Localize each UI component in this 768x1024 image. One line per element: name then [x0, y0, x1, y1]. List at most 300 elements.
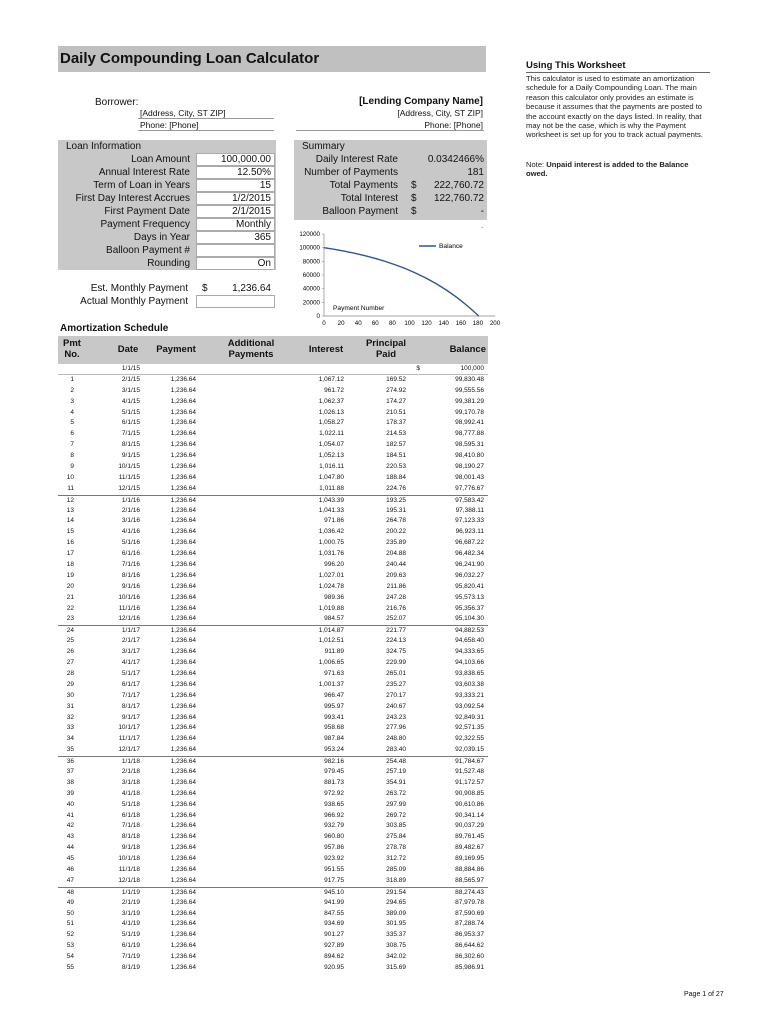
cell-num: 1 — [70, 375, 74, 383]
cell-date: 12/1/16 — [118, 615, 140, 623]
page-number: Page 1 of 27 — [684, 991, 724, 998]
cell-principal: 240.44 — [386, 561, 406, 569]
table-row — [58, 484, 488, 495]
table-row — [58, 963, 488, 974]
lender-address[interactable]: [Address, City, ST ZIP] — [397, 108, 483, 118]
table-row — [58, 898, 488, 909]
cell-principal: 216.76 — [386, 604, 406, 612]
cell-interest: 996.20 — [324, 561, 344, 569]
summary-label: Daily Interest Rate — [315, 154, 398, 165]
table-row — [58, 473, 488, 484]
cell-payment: 1,236.64 — [170, 506, 196, 514]
table-row — [58, 909, 488, 920]
cell-principal: 224.76 — [386, 484, 406, 492]
cell-payment: 1,236.64 — [170, 800, 196, 808]
cell-date: 8/1/19 — [121, 963, 140, 971]
cell-principal: 297.99 — [386, 800, 406, 808]
cell-num: 51 — [66, 920, 74, 928]
cell-balance: 89,169.95 — [455, 855, 484, 863]
cell-principal: 285.09 — [386, 865, 406, 873]
cell-principal: 247.28 — [386, 593, 406, 601]
cell-principal: 324.75 — [386, 648, 406, 656]
table-row — [58, 625, 488, 636]
cell-date: 1/1/16 — [121, 496, 140, 504]
cell-num: 19 — [66, 571, 74, 579]
cell-interest: 1,026.13 — [318, 408, 344, 416]
cell-interest: 1,041.33 — [318, 506, 344, 514]
cell-balance: 85,986.91 — [455, 963, 484, 971]
cell-date: 10/1/18 — [118, 855, 140, 863]
x-tick-label: 0 — [322, 320, 326, 327]
cell-num: 23 — [66, 615, 74, 623]
y-tick-label: 40000 — [302, 285, 320, 293]
cell-principal: 195.31 — [386, 506, 406, 514]
cell-interest: 979.45 — [324, 767, 344, 775]
cell-num: 20 — [66, 582, 74, 590]
loan-info-value[interactable]: 365 — [196, 231, 275, 244]
x-tick-label: 60 — [371, 320, 379, 327]
table-row — [58, 506, 488, 517]
cell-interest: 953.24 — [324, 746, 344, 754]
cell-balance: 96,687.22 — [455, 539, 484, 547]
table-row — [58, 527, 488, 538]
cell-balance: 99,555.56 — [455, 386, 484, 394]
table-row — [58, 821, 488, 832]
cell-interest: 1,016.11 — [319, 463, 344, 471]
divider — [138, 130, 274, 131]
cell-date: 7/1/19 — [121, 953, 140, 961]
cell-principal: 209.63 — [386, 571, 406, 579]
cell-balance: 98,777.88 — [455, 430, 484, 438]
cell-principal: 265.01 — [386, 669, 406, 677]
cell-principal: 210.51 — [386, 408, 406, 416]
cell-date: 11/1/17 — [118, 735, 140, 743]
cell-balance: 97,388.11 — [455, 506, 484, 514]
cell-num: 4 — [70, 408, 74, 416]
table-row — [58, 614, 488, 625]
cell-payment: 1,236.64 — [170, 615, 196, 623]
cell-payment: 1,236.64 — [170, 811, 196, 819]
table-row — [58, 418, 488, 429]
borrower-address[interactable]: [Address, City, ST ZIP] — [140, 108, 226, 118]
est-payment-label: Est. Monthly Payment — [90, 283, 188, 294]
cell-principal: 342.02 — [386, 953, 406, 961]
cell-interest: 1,054.07 — [318, 441, 344, 449]
cell-date: 8/1/16 — [121, 571, 140, 579]
table-row — [58, 582, 488, 593]
x-tick-label: 160 — [455, 320, 466, 327]
cell-date: 5/1/16 — [121, 539, 140, 547]
red-marker: . — [481, 221, 484, 230]
cell-balance: 98,410.80 — [455, 452, 484, 460]
cell-payment: 1,236.64 — [170, 473, 196, 481]
cell-payment: 1,236.64 — [170, 963, 196, 971]
cell-payment: 1,236.64 — [170, 637, 196, 645]
cell-payment: 1,236.64 — [170, 888, 196, 896]
cell-interest: 923.92 — [324, 855, 344, 863]
sidebar-title: Using This Worksheet — [526, 60, 626, 71]
cell-balance: 99,170.78 — [455, 408, 484, 416]
cell-balance: 95,104.30 — [455, 615, 484, 623]
cell-date: 11/1/16 — [118, 604, 140, 612]
page-title: Daily Compounding Loan Calculator — [60, 50, 320, 67]
cell-principal: 283.40 — [386, 746, 406, 754]
cell-principal: 277.96 — [386, 724, 406, 732]
header-additional: Additional Payments — [227, 338, 275, 360]
cell-principal: 240.67 — [386, 702, 406, 710]
cell-balance: 89,761.45 — [455, 833, 484, 841]
cell-interest: 993.41 — [324, 713, 344, 721]
summary-value: 122,760.72 — [433, 193, 484, 204]
y-tick-label: 80000 — [302, 258, 320, 266]
cell-payment: 1,236.64 — [170, 833, 196, 841]
cell-date: 10/1/15 — [118, 463, 140, 471]
cell-payment: 1,236.64 — [170, 865, 196, 873]
cell-balance: 90,610.86 — [455, 800, 484, 808]
cell-payment: 1,236.64 — [170, 713, 196, 721]
cell-balance: 94,333.65 — [455, 648, 484, 656]
cell-date: 2/1/15 — [121, 375, 140, 383]
cell-balance: 87,590.69 — [455, 909, 484, 917]
cell-interest: 938.65 — [324, 800, 344, 808]
cell-date: 10/1/16 — [118, 593, 140, 601]
cell-num: 43 — [66, 833, 74, 841]
loan-info-label: Term of Loan in Years — [93, 180, 190, 191]
cell-interest: 1,036.42 — [318, 528, 344, 536]
cell-balance: 95,820.41 — [455, 582, 484, 590]
cell-date: 7/1/18 — [121, 822, 140, 830]
cell-num: 42 — [66, 822, 74, 830]
cell-balance: 97,583.42 — [455, 496, 484, 504]
cell-date: 4/1/19 — [121, 920, 140, 928]
cell-balance: 90,037.29 — [455, 822, 484, 830]
cell-interest: 1,031.76 — [318, 550, 344, 558]
cell-principal: 220.53 — [386, 463, 406, 471]
cell-date: 2/1/17 — [121, 637, 140, 645]
table-row — [58, 593, 488, 604]
table-row — [58, 843, 488, 854]
cell-interest: 917.75 — [324, 876, 344, 884]
cell-balance: 92,039.15 — [455, 746, 484, 754]
cell-principal: 254.48 — [386, 758, 406, 766]
x-tick-label: 120 — [421, 320, 432, 327]
cell-num: 37 — [66, 767, 74, 775]
sidebar-rule — [526, 72, 710, 73]
cell-balance: 94,103.66 — [455, 659, 484, 667]
header-interest: Interest — [308, 344, 344, 355]
table-row — [58, 604, 488, 615]
cell-interest: 1,011.88 — [319, 484, 344, 492]
x-tick-label: 140 — [438, 320, 449, 327]
loan-info-value[interactable]: On — [196, 257, 275, 270]
note-label: Note: — [526, 160, 547, 169]
cell-principal: 264.78 — [386, 517, 406, 525]
cell-principal: 252.07 — [386, 615, 406, 623]
cell-date: 10/1/17 — [118, 724, 140, 732]
y-tick-label: 20000 — [302, 299, 320, 307]
cell-date: 6/1/17 — [121, 680, 140, 688]
cell-date: 3/1/19 — [121, 909, 140, 917]
cell-balance: 91,527.48 — [455, 767, 484, 775]
x-tick-label: 100 — [404, 320, 415, 327]
cell-balance: 92,322.55 — [455, 735, 484, 743]
cell-principal: 291.54 — [386, 888, 406, 896]
cell-balance: 91,784.67 — [455, 758, 484, 766]
cell-date: 3/1/17 — [121, 648, 140, 656]
cell-num: 6 — [70, 430, 74, 438]
divider — [296, 130, 484, 131]
cell-date: 4/1/17 — [121, 659, 140, 667]
cell-date: 11/1/15 — [118, 473, 140, 481]
cell-payment: 1,236.64 — [170, 582, 196, 590]
cell-num: 44 — [66, 844, 74, 852]
schedule-table — [58, 364, 488, 974]
x-tick-label: 80 — [388, 320, 396, 327]
cell-interest: 920.95 — [324, 963, 344, 971]
table-row — [58, 952, 488, 963]
cell-payment: 1,236.64 — [170, 484, 196, 492]
x-tick-label: 180 — [472, 320, 484, 327]
header-payment: Payment — [156, 344, 196, 355]
cell-balance: 93,333.21 — [455, 691, 484, 699]
loan-info-value[interactable]: 2/1/2015 — [196, 205, 275, 218]
cell-interest: 971.63 — [324, 669, 344, 677]
cell-interest: 966.47 — [324, 691, 344, 699]
cell-interest: 911.89 — [324, 648, 344, 656]
cell-payment: 1,236.64 — [170, 528, 196, 536]
cell-payment: 1,236.64 — [170, 680, 196, 688]
cell-num: 9 — [70, 463, 74, 471]
cell-payment: 1,236.64 — [170, 767, 196, 775]
cell-payment: 1,236.64 — [170, 876, 196, 884]
cell-date: 8/1/15 — [121, 441, 140, 449]
cell-interest: 1,043.39 — [318, 496, 344, 504]
cell-balance: 96,482.34 — [455, 550, 484, 558]
cell-interest: 847.55 — [324, 909, 344, 917]
cell-principal: 174.27 — [386, 397, 406, 405]
table-row — [58, 375, 488, 386]
cell-num: 25 — [66, 637, 74, 645]
loan-info-title: Loan Information — [66, 141, 142, 152]
cell-num: 28 — [66, 669, 74, 677]
cell-principal: 248.80 — [386, 735, 406, 743]
loan-info-value[interactable]: 12.50% — [196, 166, 275, 179]
cell-date: 6/1/18 — [121, 811, 140, 819]
loan-info-value[interactable]: Monthly — [196, 218, 275, 231]
cell-principal: 335.37 — [386, 931, 406, 939]
cell-balance: 87,979.78 — [455, 898, 484, 906]
loan-info-value[interactable]: 1/2/2015 — [196, 192, 275, 205]
summary-label: Total Interest — [340, 193, 398, 204]
x-tick-label: 40 — [354, 320, 362, 327]
cell-principal: 204.88 — [386, 550, 406, 558]
cell-date: 9/1/16 — [121, 582, 140, 590]
cell-interest: 995.97 — [324, 702, 344, 710]
cell-principal: 214.53 — [386, 430, 406, 438]
cell-payment: 1,236.64 — [170, 408, 196, 416]
cell-payment: 1,236.64 — [170, 659, 196, 667]
cell-num: 10 — [66, 473, 74, 481]
cell-interest: 989.36 — [324, 593, 344, 601]
table-row — [58, 778, 488, 789]
cell-balance: 94,658.40 — [455, 637, 484, 645]
cell-num: 36 — [66, 758, 74, 766]
table-row — [58, 767, 488, 778]
table-row — [58, 408, 488, 419]
cell-principal: 312.72 — [386, 855, 406, 863]
cell-payment: 1,236.64 — [170, 669, 196, 677]
cell-payment: 1,236.64 — [170, 517, 196, 525]
table-row — [58, 669, 488, 680]
table-row — [58, 636, 488, 647]
summary-currency: $ — [411, 180, 417, 191]
cell-interest: 941.99 — [324, 898, 344, 906]
cell-interest: 1,001.37 — [318, 680, 344, 688]
cell-balance: 90,341.14 — [455, 811, 484, 819]
cell-interest: 1,012.51 — [318, 637, 344, 645]
cell-principal: 178.37 — [386, 419, 406, 427]
table-row-opening — [58, 364, 488, 375]
cell-interest: 1,014.87 — [318, 627, 344, 635]
cell-principal: 184.51 — [386, 452, 406, 460]
cell-interest: 951.55 — [324, 865, 344, 873]
cell-interest: 958.68 — [324, 724, 344, 732]
cell-payment: 1,236.64 — [170, 430, 196, 438]
x-axis-label: Payment Number — [333, 305, 385, 312]
cell-num: 21 — [66, 593, 74, 601]
cell-num: 26 — [66, 648, 74, 656]
table-row — [58, 811, 488, 822]
cell-date: 9/1/17 — [121, 713, 140, 721]
cell-balance: 97,776.67 — [455, 484, 484, 492]
table-row — [58, 386, 488, 397]
table-row — [58, 756, 488, 767]
cell-payment: 1,236.64 — [170, 931, 196, 939]
cell-balance: 86,644.62 — [455, 942, 484, 950]
summary-currency: $ — [411, 193, 417, 204]
table-row — [58, 865, 488, 876]
loan-info-value[interactable]: 15 — [196, 179, 275, 192]
cell-interest: 894.62 — [324, 953, 344, 961]
loan-info-value[interactable]: 100,000.00 — [196, 153, 275, 166]
table-row — [58, 538, 488, 549]
cell-num: 33 — [66, 724, 74, 732]
cell-payment: 1,236.64 — [170, 909, 196, 917]
cell-principal: 303.85 — [386, 822, 406, 830]
cell-balance: 93,603.38 — [455, 680, 484, 688]
table-row — [58, 451, 488, 462]
cell-principal: 229.99 — [386, 659, 406, 667]
lender-phone[interactable]: Phone: [Phone] — [424, 120, 483, 130]
table-row — [58, 440, 488, 451]
cell-num: 53 — [66, 942, 74, 950]
cell-interest: 1,000.75 — [318, 539, 344, 547]
cell-date: 2/1/19 — [121, 898, 140, 906]
schedule-title: Amortization Schedule — [60, 323, 169, 334]
est-payment-currency: $ — [202, 283, 208, 294]
summary-label: Total Payments — [329, 180, 398, 191]
cell-interest: 961.72 — [324, 386, 344, 394]
sidebar-text: This calculator is used to estimate an amortization schedule for a Daily Compounding Loan. The main reason this calculator only provides an estimate is because it assumes that the payments are posted to the account exactly on the days listed. In reality, that may not be the case, which is why the Payment worksheet is set up for you to track actual payments. — [526, 74, 703, 140]
cell-interest: 1,047.80 — [318, 473, 344, 481]
table-row — [58, 647, 488, 658]
cell-num: 54 — [66, 953, 74, 961]
cell-num: 11 — [67, 484, 74, 492]
summary-value: - — [480, 206, 484, 217]
x-tick-label: 20 — [337, 320, 345, 327]
y-tick-label: 60000 — [302, 272, 320, 279]
loan-info-value[interactable] — [196, 244, 275, 257]
cell-principal: 278.78 — [386, 844, 406, 852]
lender-name[interactable]: [Lending Company Name] — [359, 96, 483, 107]
summary-value: 222,760.72 — [433, 180, 484, 191]
cell-payment: 1,236.64 — [170, 758, 196, 766]
borrower-phone[interactable]: Phone: [Phone] — [140, 120, 199, 130]
table-row — [58, 734, 488, 745]
cell-date: 3/1/18 — [121, 778, 140, 786]
cell-principal: 257.19 — [386, 767, 406, 775]
cell-principal: 269.72 — [386, 811, 406, 819]
cell-date: 12/1/18 — [118, 876, 140, 884]
loan-info-label: First Payment Date — [104, 206, 190, 217]
table-row — [58, 397, 488, 408]
cell-num: 12 — [66, 496, 74, 504]
summary-value: 181 — [467, 167, 484, 178]
cell-date: 6/1/15 — [121, 419, 140, 427]
header-pmt-no: Pmt No. — [63, 338, 81, 360]
table-row — [58, 516, 488, 527]
cell-balance: 96,032.27 — [455, 571, 484, 579]
cell-principal: 294.65 — [386, 898, 406, 906]
cell-date: 5/1/15 — [121, 408, 140, 416]
cell-num: 47 — [66, 876, 74, 884]
cell-balance: 94,882.53 — [455, 627, 484, 635]
cell-interest: 881.73 — [324, 778, 344, 786]
cell-principal: 274.92 — [386, 386, 406, 394]
loan-info-label: Loan Amount — [131, 154, 190, 165]
cell-principal: 235.89 — [386, 539, 406, 547]
actual-payment-input[interactable] — [196, 295, 275, 308]
cell-interest: 982.16 — [324, 758, 344, 766]
cell-num: 31 — [66, 702, 74, 710]
cell-balance: 99,381.29 — [455, 397, 484, 405]
cell-principal: 235.27 — [386, 680, 406, 688]
y-tick-label: 100000 — [299, 244, 320, 252]
cell-payment: 1,236.64 — [170, 778, 196, 786]
cell-balance: 86,953.37 — [455, 931, 484, 939]
cell-principal: 389.09 — [386, 909, 406, 917]
cell-interest: 1,024.78 — [318, 582, 344, 590]
x-tick-label: 200 — [489, 320, 500, 327]
cell-date: 7/1/17 — [121, 691, 140, 699]
cell-num: 52 — [66, 931, 74, 939]
cell-payment: 1,236.64 — [170, 441, 196, 449]
cell-num: 50 — [66, 909, 74, 917]
cell-num: 18 — [66, 561, 74, 569]
cell-principal: 318.89 — [386, 876, 406, 884]
cell-num: 49 — [66, 898, 74, 906]
cell-num: 3 — [70, 397, 74, 405]
table-row — [58, 941, 488, 952]
table-row — [58, 876, 488, 887]
actual-payment-label: Actual Monthly Payment — [80, 296, 188, 307]
cell-num: 45 — [66, 855, 74, 863]
cell-payment: 1,236.64 — [170, 702, 196, 710]
cell-balance: 93,838.65 — [455, 669, 484, 677]
cell-principal: 188.84 — [386, 473, 406, 481]
loan-info-label: Balloon Payment # — [106, 245, 190, 256]
cell-interest: 1,058.27 — [318, 419, 344, 427]
